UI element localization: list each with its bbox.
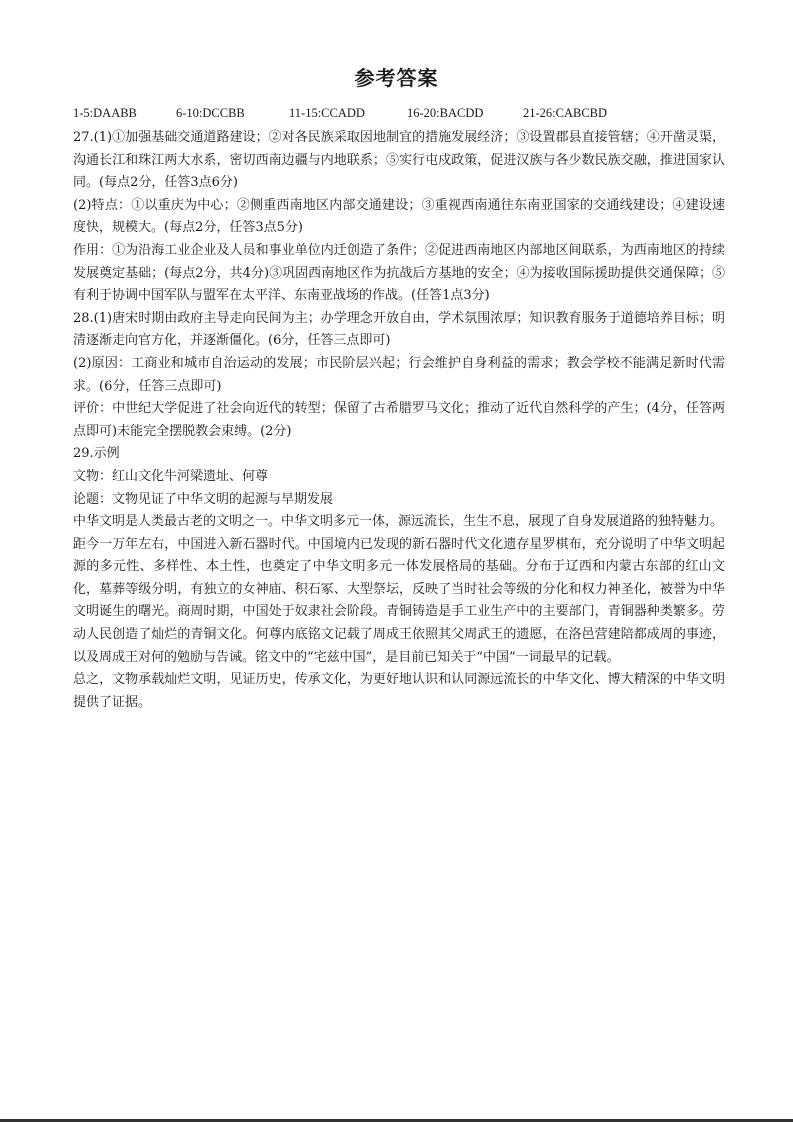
answer-group: 11-15:CCADD: [289, 106, 365, 120]
paragraph-q27-2-features: (2)特点：①以重庆为中心；②侧重西南地区内部交通建设；③重视西南通往东南亚国家的交通线建设；④建设速度快，规模大。(每点2分，任答3点5分): [73, 197, 725, 236]
page-title: 参考答案: [354, 66, 439, 90]
paragraph-q28-2-evaluation: 评价：中世纪大学促进了社会向近代的转型；保留了古希腊罗马文化；推动了近代自然科学的产生；(4分，任答两点即可)未能完全摆脱教会束缚。(2分): [73, 401, 725, 439]
paragraph-q27-1: 27.(1)①加强基础交通道路建设；②对各民族采取因地制宜的措施发展经济；③设置郡县直接管辖；④开凿灵渠，沟通长江和珠江两大水系，密切西南边疆与内地联系；⑤实行屯戍政策，促进汉族与各少数民族交融，推进国家认同。(每点2分，任答3点6分): [73, 130, 725, 191]
paragraph-q27-2-effects: 作用：①为沿海工业企业及人员和事业单位内迁创造了条件；②促进西南地区内部地区间联系，为西南地区的持续发展奠定基础；(每点2分，共4分)③巩固西南地区作为抗战后方基地的安全；④为接收国际援助提供交通保障；⑤有利于协调中国军队与盟军在太平洋、东南亚战场的作战。(任答1点3分): [73, 242, 725, 304]
paragraph-q29-heading: 29.示例: [73, 446, 120, 462]
choice-answers-row: [73, 106, 733, 121]
paragraph-q29-intro: 中华文明是人类最古老的文明之一。中华文明多元一体，源远流长，生生不息，展现了自身发展道路的独特魅力。: [73, 514, 724, 530]
paragraph-q29-conclusion: 总之，文物承载灿烂文明，见证历史，传承文化，为更好地认识和认同源远流长的中华文化、博大精深的中华文明提供了证据。: [73, 672, 725, 710]
paragraph-q28-1: 28.(1)唐宋时期由政府主导走向民间为主；办学理念开放自由，学术氛围浓厚；知识教育服务于道德培养目标；明清逐渐走向官方化，并逐渐僵化。(6分，任答三点即可): [73, 310, 725, 349]
paragraph-q29-thesis: 论题：文物见证了中华文明的起源与早期发展: [73, 491, 334, 507]
answer-group: 1-5:DAABB: [73, 106, 137, 120]
paragraph-q29-artifacts: 文物：红山文化牛河梁遗址、何尊: [73, 468, 269, 484]
answer-body: [73, 127, 725, 714]
answer-group: 16-20:BACDD: [407, 106, 484, 120]
answer-group: 6-10:DCCBB: [176, 106, 245, 120]
paragraph-q29-argument: 距今一万年左右，中国进入新石器时代。中国境内已发现的新石器时代文化遗存星罗棋布，充分说明了中华文明起源的多元性、多样性、本土性，也奠定了中华文明多元一体发展格局的基础。分布于辽西和内蒙古东部的红山文化，墓葬等级分明，有独立的女神庙、积石冢、大型祭坛，反映了当时社会等级的分化和权力神圣化，被誉为中华文明诞生的曙光。商周时期，中国处于奴隶社会阶段。青铜铸造是手工业生产中的主要部门，青铜器种类繁多。劳动人民创造了灿烂的青铜文化。何尊内底铭文记载了周成王依照其父周武王的遗愿，在洛邑营建陪都成周的事迹，以及周成王对何的勉励与告诫。铭文中的“宅兹中国”，是目前已知关于“中国”一词最早的记载。: [73, 536, 725, 665]
answer-group: 21-26:CABCBD: [523, 106, 608, 120]
paragraph-q28-2-reasons: (2)原因：工商业和城市自治运动的发展；市民阶层兴起；行会维护自身利益的需求；教会学校不能满足新时代需求。(6分，任答三点即可): [73, 355, 725, 394]
